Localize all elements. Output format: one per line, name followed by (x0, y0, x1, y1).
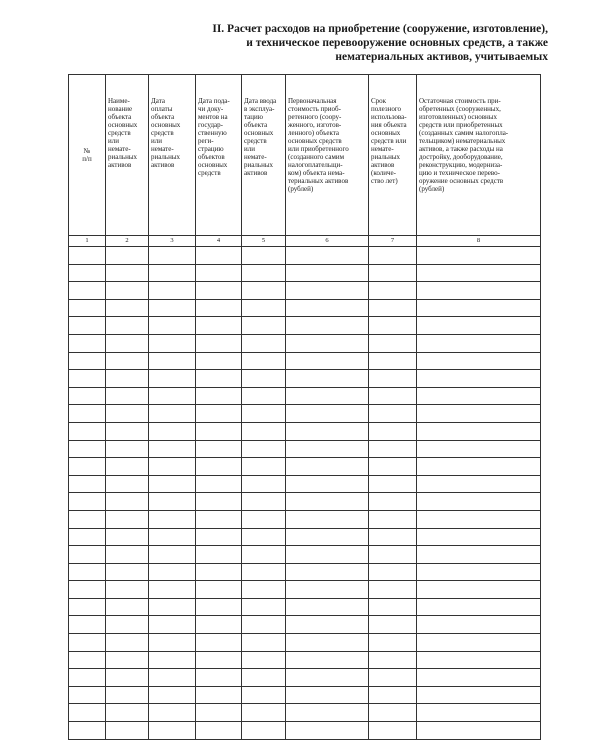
table-cell[interactable] (106, 299, 149, 317)
table-cell[interactable] (196, 722, 242, 740)
table-cell[interactable] (149, 282, 196, 300)
table-cell[interactable] (369, 493, 417, 511)
table-cell[interactable] (417, 528, 541, 546)
table-cell[interactable] (417, 722, 541, 740)
table-cell[interactable] (369, 546, 417, 564)
table-cell[interactable] (69, 334, 106, 352)
table-row (69, 247, 541, 265)
table-cell[interactable] (286, 370, 369, 388)
table-cell[interactable] (196, 282, 242, 300)
table-cell[interactable] (149, 334, 196, 352)
table-cell[interactable] (149, 598, 196, 616)
table-cell[interactable] (106, 370, 149, 388)
table-cell[interactable] (242, 387, 286, 405)
table-row (69, 634, 541, 652)
table-row (69, 528, 541, 546)
table-cell[interactable] (417, 247, 541, 265)
table-cell[interactable] (106, 722, 149, 740)
table-cell[interactable] (196, 686, 242, 704)
table-cell[interactable] (369, 422, 417, 440)
table-cell[interactable] (369, 282, 417, 300)
table-cell[interactable] (69, 458, 106, 476)
table-cell[interactable] (149, 616, 196, 634)
table-cell[interactable] (286, 704, 369, 722)
table-cell[interactable] (106, 282, 149, 300)
header-cell-asset-name (106, 75, 149, 236)
table-row (69, 422, 541, 440)
table-cell[interactable] (196, 422, 242, 440)
column-number: 5 (242, 236, 286, 247)
table-cell[interactable] (242, 475, 286, 493)
table-cell[interactable] (417, 493, 541, 511)
table-cell[interactable] (286, 299, 369, 317)
table-row (69, 458, 541, 476)
table-cell[interactable] (417, 317, 541, 335)
table-cell[interactable] (196, 458, 242, 476)
table-cell[interactable] (286, 563, 369, 581)
table-cell[interactable] (196, 528, 242, 546)
table-cell[interactable] (106, 405, 149, 423)
table-cell[interactable] (286, 264, 369, 282)
table-cell[interactable] (106, 651, 149, 669)
table-cell[interactable] (369, 405, 417, 423)
column-number-row (69, 236, 541, 247)
table-cell[interactable] (69, 686, 106, 704)
table-cell[interactable] (69, 247, 106, 265)
table-cell[interactable] (369, 317, 417, 335)
header-cell-useful-life (369, 75, 417, 236)
table-cell[interactable] (286, 686, 369, 704)
table-cell[interactable] (106, 422, 149, 440)
table-cell[interactable] (149, 510, 196, 528)
table-row (69, 440, 541, 458)
table-cell[interactable] (196, 405, 242, 423)
table-cell[interactable] (69, 405, 106, 423)
table-cell[interactable] (417, 563, 541, 581)
table-row (69, 493, 541, 511)
table-cell[interactable] (106, 264, 149, 282)
table-cell[interactable] (149, 299, 196, 317)
table-cell[interactable] (69, 440, 106, 458)
table-cell[interactable] (242, 598, 286, 616)
table-cell[interactable] (242, 634, 286, 652)
table-row (69, 475, 541, 493)
table-cell[interactable] (149, 440, 196, 458)
column-number: 6 (286, 236, 369, 247)
expense-table (68, 74, 541, 740)
table-cell[interactable] (369, 722, 417, 740)
header-row (69, 75, 541, 236)
table-cell[interactable] (196, 634, 242, 652)
table-cell[interactable] (106, 440, 149, 458)
table-cell[interactable] (149, 722, 196, 740)
table-cell[interactable] (286, 634, 369, 652)
table-cell[interactable] (369, 651, 417, 669)
table-cell[interactable] (417, 282, 541, 300)
table-cell[interactable] (417, 440, 541, 458)
table-cell[interactable] (69, 264, 106, 282)
table-row (69, 387, 541, 405)
table-row (69, 704, 541, 722)
table-cell[interactable] (106, 563, 149, 581)
table-cell[interactable] (286, 493, 369, 511)
table-cell[interactable] (417, 634, 541, 652)
table-cell[interactable] (417, 704, 541, 722)
table-row (69, 510, 541, 528)
table-cell[interactable] (196, 493, 242, 511)
table-cell[interactable] (417, 458, 541, 476)
table-cell[interactable] (69, 475, 106, 493)
table-cell[interactable] (106, 704, 149, 722)
table-cell[interactable] (242, 458, 286, 476)
table-cell[interactable] (106, 686, 149, 704)
table-cell[interactable] (69, 634, 106, 652)
table-cell[interactable] (417, 352, 541, 370)
table-cell[interactable] (369, 440, 417, 458)
table-cell[interactable] (69, 317, 106, 335)
table-cell[interactable] (149, 317, 196, 335)
table-row (69, 282, 541, 300)
table-cell[interactable] (286, 282, 369, 300)
table-cell[interactable] (69, 563, 106, 581)
table-row (69, 317, 541, 335)
table-cell[interactable] (69, 546, 106, 564)
table-cell[interactable] (286, 352, 369, 370)
table-cell[interactable] (242, 370, 286, 388)
table-cell[interactable] (242, 704, 286, 722)
table-cell[interactable] (286, 440, 369, 458)
table-cell[interactable] (417, 581, 541, 599)
column-number: 4 (196, 236, 242, 247)
table-cell[interactable] (106, 581, 149, 599)
table-cell[interactable] (106, 352, 149, 370)
table-cell[interactable] (417, 651, 541, 669)
table-cell[interactable] (196, 563, 242, 581)
table-cell[interactable] (69, 299, 106, 317)
table-row (69, 581, 541, 599)
table-cell[interactable] (369, 299, 417, 317)
table-row (69, 405, 541, 423)
table-cell[interactable] (106, 475, 149, 493)
section-title-line-3: нематериальных активов, учитываемых (335, 51, 548, 63)
table-cell[interactable] (242, 528, 286, 546)
table-cell[interactable] (417, 422, 541, 440)
table-cell[interactable] (69, 722, 106, 740)
table-cell[interactable] (369, 475, 417, 493)
table-cell[interactable] (196, 704, 242, 722)
table-cell[interactable] (242, 546, 286, 564)
table-cell[interactable] (417, 405, 541, 423)
table-cell[interactable] (196, 510, 242, 528)
table-cell[interactable] (149, 493, 196, 511)
table-cell[interactable] (417, 616, 541, 634)
section-title-line-1: II. Расчет расходов на приобретение (сооружение, изготовление), (212, 23, 548, 35)
header-text-initial-cost: Первоначальная стоимость приоб- ретенного (соору- женного, изготов- ленного) объекта основных средств или приобретенного (созданного самим налогоплательщи- ком) объекта нема- териальных активов (рублей) (288, 97, 349, 193)
table-cell[interactable] (106, 634, 149, 652)
table-row (69, 546, 541, 564)
header-cell-residual-value (417, 75, 541, 236)
table-cell[interactable] (196, 387, 242, 405)
table-cell[interactable] (69, 352, 106, 370)
table-cell[interactable] (286, 317, 369, 335)
table-cell[interactable] (417, 387, 541, 405)
table-cell[interactable] (196, 598, 242, 616)
table-cell[interactable] (369, 387, 417, 405)
table-cell[interactable] (242, 247, 286, 265)
table-row (69, 370, 541, 388)
table-cell[interactable] (106, 598, 149, 616)
table-cell[interactable] (417, 669, 541, 687)
column-number: 7 (369, 236, 417, 247)
table-row (69, 563, 541, 581)
table-cell[interactable] (286, 616, 369, 634)
table-cell[interactable] (417, 370, 541, 388)
table-cell[interactable] (242, 563, 286, 581)
header-text-payment-date: Дата оплаты объекта основных средств или немате- риальных активов (151, 97, 181, 169)
table-cell[interactable] (149, 528, 196, 546)
header-cell-registration-date (196, 75, 242, 236)
table-cell[interactable] (286, 334, 369, 352)
header-text-residual-value: Остаточная стоимость при- обретенных (сооруженных, изготовленных) основных средств или приобретенных (созданных самим налогопла- тельщиком) нематериальных активов, а также расходы на достройку, дооборудование, реконструкцию, модерниза- цию и техническое перево- оружение основных средств (рублей) (419, 97, 509, 193)
header-cell-number (69, 75, 106, 236)
table-cell[interactable] (69, 493, 106, 511)
table-cell[interactable] (196, 651, 242, 669)
table-cell[interactable] (106, 334, 149, 352)
table-cell[interactable] (69, 598, 106, 616)
table-cell[interactable] (149, 704, 196, 722)
table-cell[interactable] (242, 493, 286, 511)
table-cell[interactable] (286, 669, 369, 687)
table-cell[interactable] (286, 546, 369, 564)
section-title (88, 22, 548, 64)
table-cell[interactable] (242, 334, 286, 352)
table-cell[interactable] (196, 669, 242, 687)
table-cell[interactable] (196, 616, 242, 634)
table-cell[interactable] (286, 722, 369, 740)
table-cell[interactable] (149, 546, 196, 564)
header-text-number: № п/п (82, 147, 92, 163)
table-cell[interactable] (106, 546, 149, 564)
header-cell-payment-date (149, 75, 196, 236)
table-cell[interactable] (196, 475, 242, 493)
table-cell[interactable] (286, 598, 369, 616)
table-cell[interactable] (106, 669, 149, 687)
table-cell[interactable] (286, 475, 369, 493)
table-cell[interactable] (149, 634, 196, 652)
table-cell[interactable] (149, 405, 196, 423)
table-cell[interactable] (149, 686, 196, 704)
table-cell[interactable] (242, 317, 286, 335)
table-cell[interactable] (242, 440, 286, 458)
table-cell[interactable] (196, 247, 242, 265)
table-cell[interactable] (149, 387, 196, 405)
table-cell[interactable] (149, 563, 196, 581)
table-cell[interactable] (106, 387, 149, 405)
table-cell[interactable] (196, 546, 242, 564)
table-cell[interactable] (106, 458, 149, 476)
table-cell[interactable] (417, 334, 541, 352)
table-cell[interactable] (417, 686, 541, 704)
table-cell[interactable] (196, 581, 242, 599)
table-row (69, 299, 541, 317)
table-cell[interactable] (106, 247, 149, 265)
table-cell[interactable] (69, 528, 106, 546)
table-cell[interactable] (286, 651, 369, 669)
table-row (69, 651, 541, 669)
table-cell[interactable] (417, 510, 541, 528)
table-cell[interactable] (149, 651, 196, 669)
table-row (69, 264, 541, 282)
column-number: 1 (69, 236, 106, 247)
table-cell[interactable] (149, 458, 196, 476)
table-cell[interactable] (196, 352, 242, 370)
table-row (69, 669, 541, 687)
table-cell[interactable] (286, 510, 369, 528)
table-cell[interactable] (242, 669, 286, 687)
table-cell[interactable] (69, 422, 106, 440)
table-cell[interactable] (417, 264, 541, 282)
table-cell[interactable] (369, 510, 417, 528)
table-cell[interactable] (369, 528, 417, 546)
table-cell[interactable] (369, 598, 417, 616)
table-cell[interactable] (69, 370, 106, 388)
table-cell[interactable] (196, 317, 242, 335)
table-cell[interactable] (417, 475, 541, 493)
table-cell[interactable] (106, 528, 149, 546)
table-row (69, 334, 541, 352)
table-cell[interactable] (69, 581, 106, 599)
table-cell[interactable] (369, 634, 417, 652)
table-cell[interactable] (69, 651, 106, 669)
table-cell[interactable] (369, 247, 417, 265)
table-cell[interactable] (196, 264, 242, 282)
table-cell[interactable] (149, 475, 196, 493)
table-cell[interactable] (242, 651, 286, 669)
table-cell[interactable] (149, 247, 196, 265)
table-cell[interactable] (149, 370, 196, 388)
table-cell[interactable] (149, 422, 196, 440)
table-cell[interactable] (196, 440, 242, 458)
table-cell[interactable] (286, 422, 369, 440)
table-cell[interactable] (149, 264, 196, 282)
header-text-asset-name: Наиме- нование объекта основных средств или немате- риальных активов (108, 97, 138, 169)
header-text-useful-life: Срок полезного использова- ния объекта основных средств или немате- риальных активов (количе- ство лет) (371, 97, 407, 185)
table-cell[interactable] (242, 405, 286, 423)
table-cell[interactable] (417, 546, 541, 564)
table-cell[interactable] (242, 686, 286, 704)
header-text-commissioning-date: Дата ввода в эксплуа- тацию объекта основных средств или немате- риальных активов (244, 97, 277, 177)
table-body (69, 247, 541, 740)
table-cell[interactable] (242, 722, 286, 740)
table-cell[interactable] (369, 581, 417, 599)
table-cell[interactable] (417, 299, 541, 317)
table-cell[interactable] (69, 510, 106, 528)
table-cell[interactable] (106, 616, 149, 634)
header-text-registration-date: Дата пода- чи доку- ментов на государ- ственную реги- страцию объектов основных средств (198, 97, 230, 177)
column-number: 2 (106, 236, 149, 247)
table-cell[interactable] (286, 387, 369, 405)
column-number: 8 (417, 236, 541, 247)
table-cell[interactable] (369, 704, 417, 722)
table-cell[interactable] (196, 370, 242, 388)
table-cell[interactable] (69, 282, 106, 300)
table-cell[interactable] (242, 422, 286, 440)
table-cell[interactable] (286, 247, 369, 265)
table-row (69, 352, 541, 370)
table-cell[interactable] (149, 352, 196, 370)
table-cell[interactable] (149, 581, 196, 599)
table-cell[interactable] (242, 282, 286, 300)
table-cell[interactable] (242, 299, 286, 317)
header-cell-commissioning-date (242, 75, 286, 236)
table-cell[interactable] (286, 458, 369, 476)
table-cell[interactable] (106, 493, 149, 511)
column-number: 3 (149, 236, 196, 247)
table-cell[interactable] (286, 528, 369, 546)
table-cell[interactable] (417, 598, 541, 616)
table-cell[interactable] (369, 264, 417, 282)
table-cell[interactable] (369, 563, 417, 581)
table-cell[interactable] (69, 669, 106, 687)
header-cell-initial-cost (286, 75, 369, 236)
table-cell[interactable] (196, 334, 242, 352)
table-cell[interactable] (242, 352, 286, 370)
table-cell[interactable] (69, 616, 106, 634)
table-cell[interactable] (242, 510, 286, 528)
table-row (69, 616, 541, 634)
table-cell[interactable] (149, 669, 196, 687)
table-cell[interactable] (369, 370, 417, 388)
table-cell[interactable] (106, 317, 149, 335)
table-cell[interactable] (242, 581, 286, 599)
table-cell[interactable] (242, 616, 286, 634)
table-cell[interactable] (106, 510, 149, 528)
table-row (69, 598, 541, 616)
table-cell[interactable] (369, 458, 417, 476)
table-cell[interactable] (196, 299, 242, 317)
table-row (69, 686, 541, 704)
table-cell[interactable] (369, 352, 417, 370)
table-cell[interactable] (369, 616, 417, 634)
table-row (69, 722, 541, 740)
table-cell[interactable] (369, 334, 417, 352)
table-cell[interactable] (242, 264, 286, 282)
table-cell[interactable] (69, 387, 106, 405)
section-title-line-2: и техническое перевооружение основных средств, а также (246, 37, 548, 49)
table-cell[interactable] (286, 405, 369, 423)
table-cell[interactable] (69, 704, 106, 722)
table-cell[interactable] (369, 686, 417, 704)
table-cell[interactable] (369, 669, 417, 687)
table-cell[interactable] (286, 581, 369, 599)
